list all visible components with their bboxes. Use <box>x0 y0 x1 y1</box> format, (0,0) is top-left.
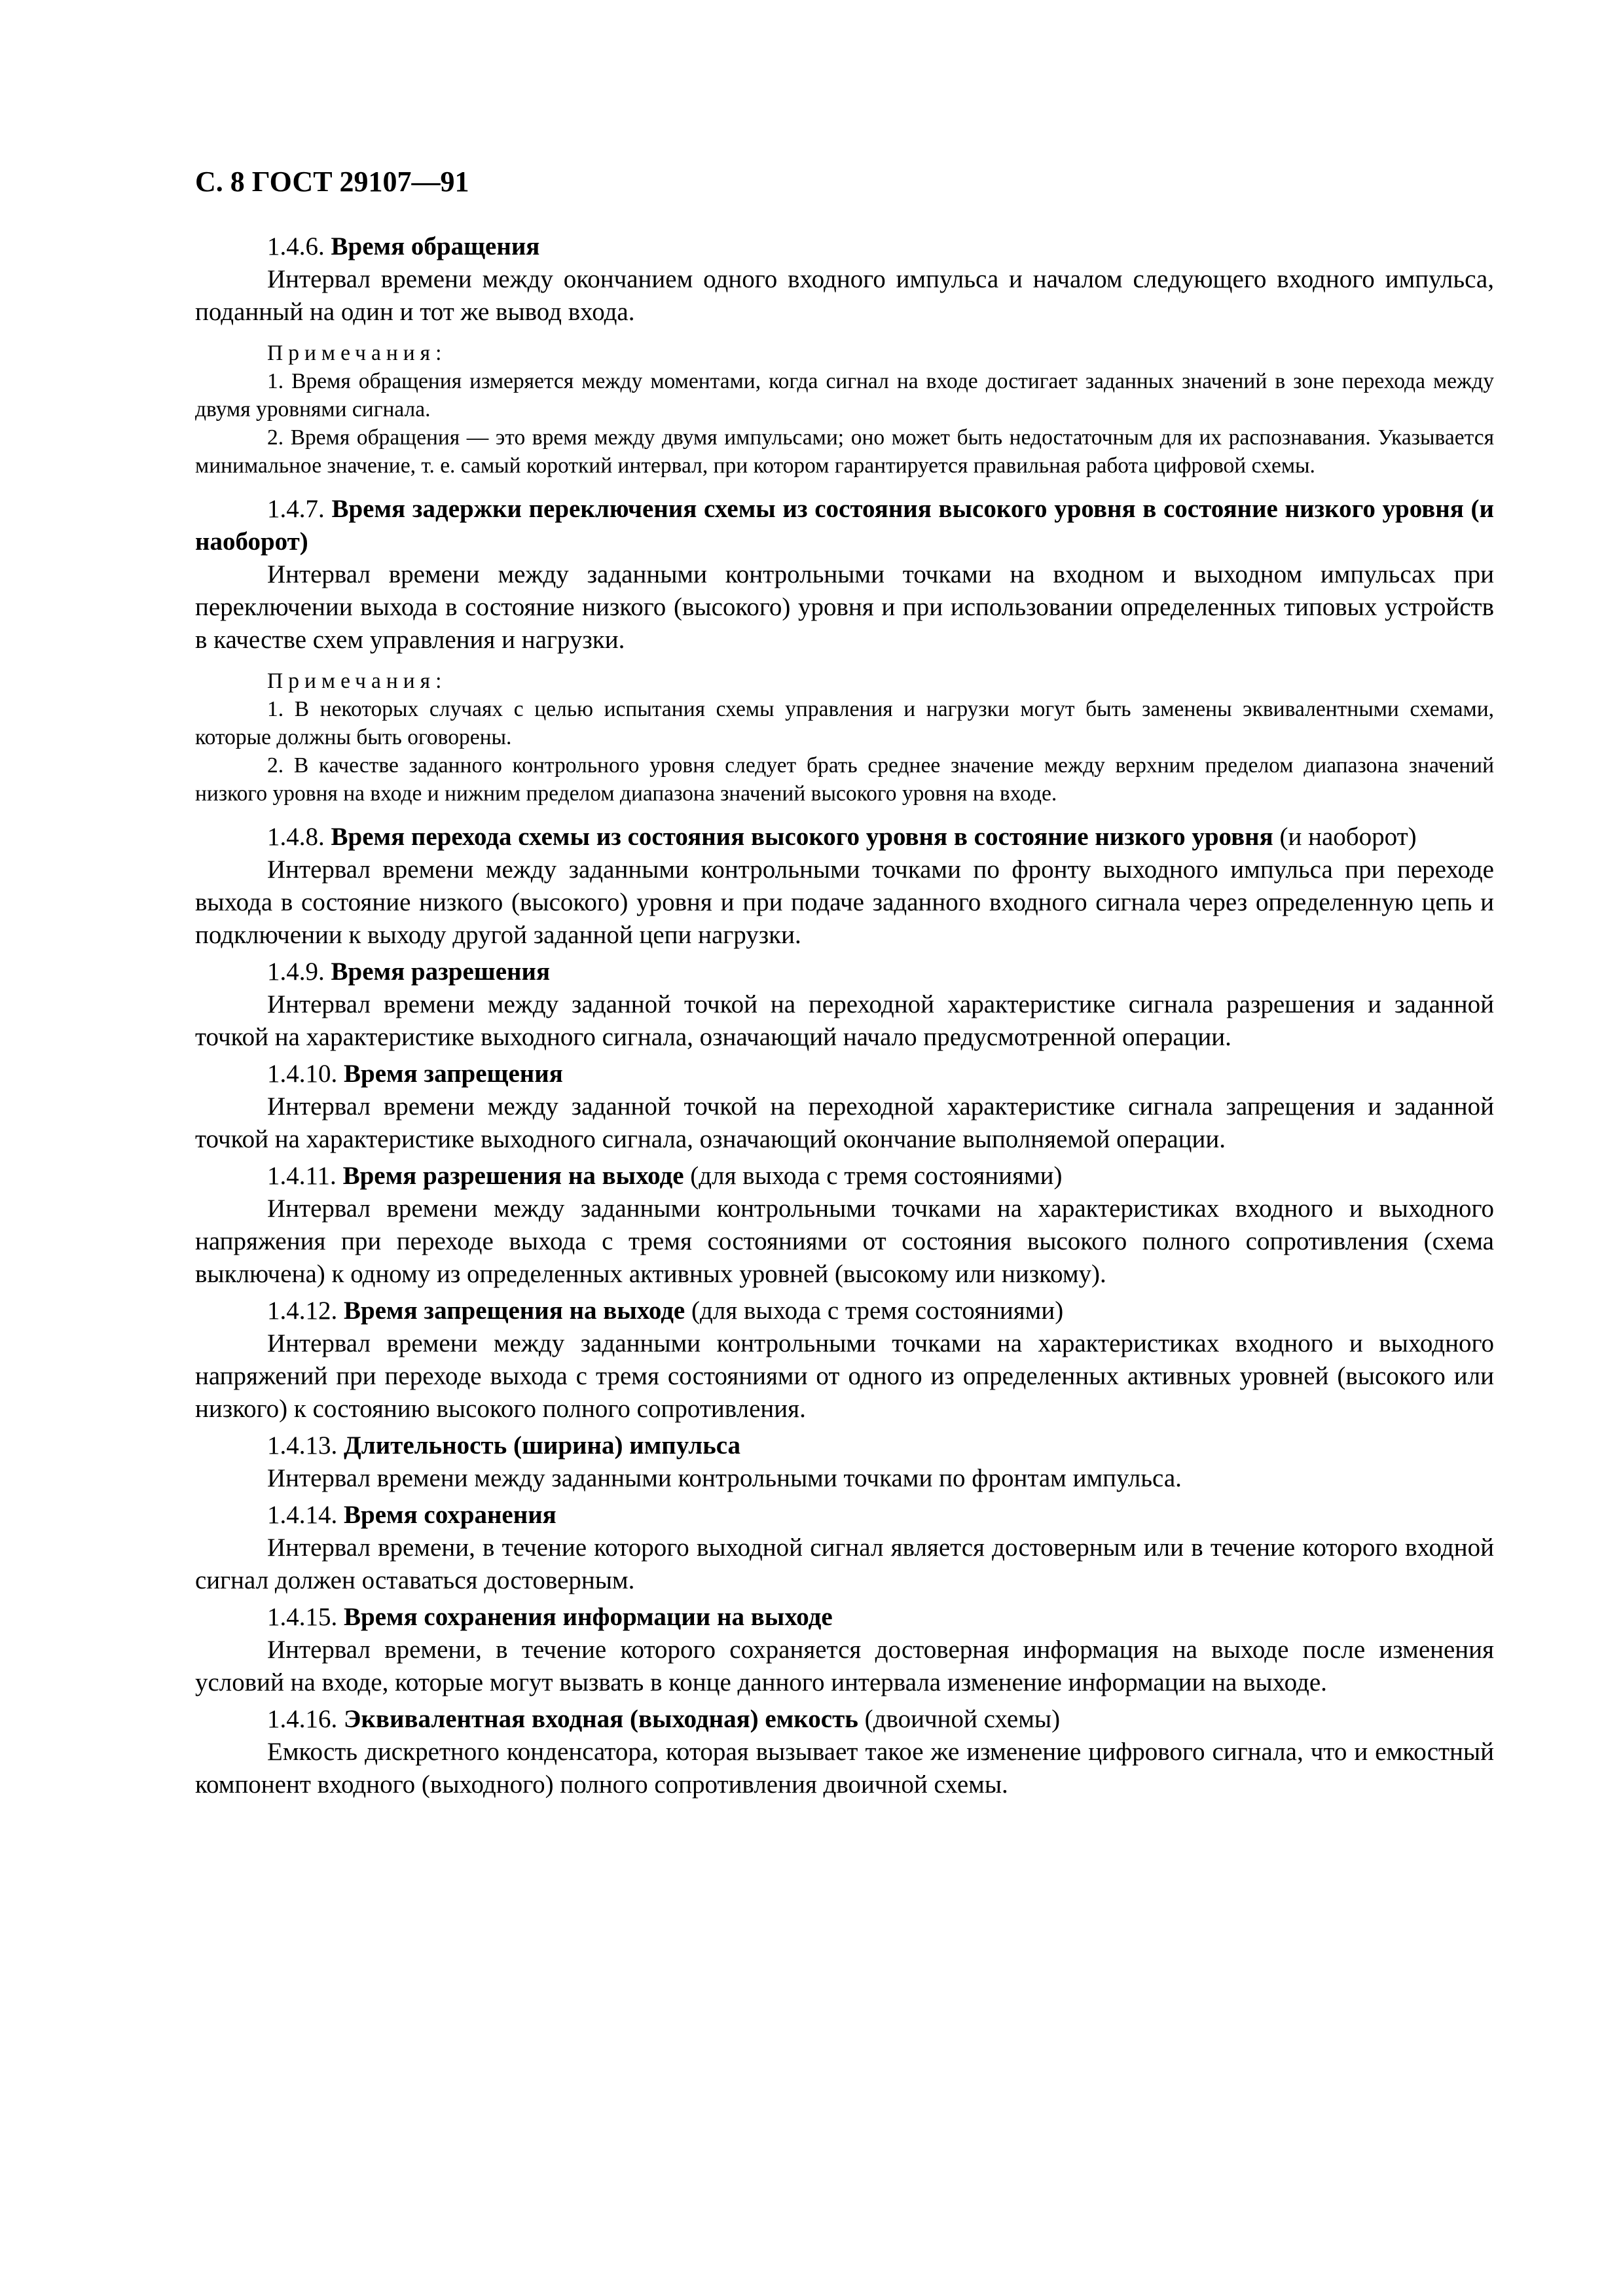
section-1-4-8 <box>195 821 1494 952</box>
note-item: 1. Время обращения измеряется между моментами, когда сигнал на входе достигает заданных значений в зоне перехода между двумя уровнями сигнала. <box>195 369 1494 422</box>
section-definition: Интервал времени между заданными контрольными точками по фронтам импульса. <box>267 1464 1182 1492</box>
section-name: Длительность (ширина) импульса <box>344 1431 741 1460</box>
section-definition: Интервал времени между заданными контрольными точками на характеристиках входного и выходного напряжений при переходе выхода с тремя состояниями от одного из определенных активных уровней (высокого или низкого) к состоянию высокого полного сопротивления. <box>195 1329 1494 1423</box>
section-1-4-11 <box>195 1160 1494 1291</box>
section-number: 1.4.15. <box>267 1603 338 1631</box>
section-title <box>195 1295 1494 1327</box>
section-number: 1.4.13. <box>267 1431 338 1460</box>
section-number: 1.4.6. <box>267 232 325 260</box>
section-name: Время сохранения информации на выходе <box>344 1603 833 1631</box>
section-qualifier: (и наоборот) <box>1273 823 1417 851</box>
section-definition: Интервал времени между заданной точкой на переходной характеристике сигнала запрещения и заданной точкой на характеристике выходного сигнала, означающий окончание выполняемой операции. <box>195 1092 1494 1153</box>
section-1-4-10 <box>195 1058 1494 1156</box>
section-number: 1.4.10. <box>267 1060 338 1088</box>
section-number: 1.4.9. <box>267 958 325 986</box>
section-title <box>195 1601 1494 1634</box>
section-qualifier: (двоичной схемы) <box>858 1705 1061 1733</box>
section-name: Время задержки переключения схемы из состояния высокого уровня в состояние низкого уровня (и наоборот) <box>195 495 1495 556</box>
section-1-4-9 <box>195 956 1494 1054</box>
section-definition: Интервал времени между заданными контрольными точками на характеристиках входного и выходного напряжения при переходе выхода с тремя состояниями от состояния высокого полного сопротивления (схема выключена) к одному из определенных активных уровней (высокому или низкому). <box>195 1194 1494 1288</box>
section-definition: Интервал времени между заданной точкой на переходной характеристике сигнала разрешения и заданной точкой на характеристике выходного сигнала, означающий начало предусмотренной операции. <box>195 990 1494 1051</box>
section-1-4-16 <box>195 1703 1494 1801</box>
section-definition: Интервал времени, в течение которого выходной сигнал является достоверным или в течение которого входной сигнал должен оставаться достоверным. <box>195 1534 1494 1594</box>
section-1-4-12 <box>195 1295 1494 1426</box>
page-header: С. 8 ГОСТ 29107—91 <box>195 166 469 198</box>
section-qualifier: (для выхода с тремя состояниями) <box>685 1297 1064 1325</box>
section-definition: Емкость дискретного конденсатора, которая вызывает такое же изменение цифрового сигнала, что и емкостный компонент входного (выходного) полного сопротивления двоичной схемы. <box>195 1738 1494 1799</box>
section-number: 1.4.14. <box>267 1501 338 1529</box>
section-1-4-13 <box>195 1429 1494 1495</box>
note-item: 2. В качестве заданного контрольного уровня следует брать среднее значение между верхним пределом диапазона значений низкого уровня на входе и нижним пределом диапазона значений высокого уровня на входе. <box>195 753 1494 806</box>
notes-block <box>195 667 1494 808</box>
section-title <box>195 1160 1494 1193</box>
section-name: Эквивалентная входная (выходная) емкость <box>344 1705 858 1733</box>
section-definition: Интервал времени между окончанием одного входного импульса и началом следующего входного импульса, поданный на один и тот же вывод входа. <box>195 265 1494 326</box>
section-title <box>195 821 1494 853</box>
section-definition: Интервал времени между заданными контрольными точками на входном и выходном импульсах при переключении выхода в состояние низкого (высокого) уровня и при использовании определенных типовых устройств в качестве схем управления и нагрузки. <box>195 560 1494 654</box>
section-title <box>195 1499 1494 1532</box>
section-name: Время запрещения <box>344 1060 563 1088</box>
note-item: 2. Время обращения — это время между двумя импульсами; оно может быть недостаточным для их распознавания. Указывается минимальное значение, т. е. самый короткий интервал, при котором гарантируется правильная работа цифровой схемы. <box>195 425 1494 478</box>
section-title <box>195 230 1494 263</box>
section-1-4-14 <box>195 1499 1494 1597</box>
section-name: Время разрешения на выходе <box>342 1162 684 1190</box>
notes-heading: Примечания: <box>267 669 447 693</box>
section-title <box>195 956 1494 988</box>
section-name: Время сохранения <box>344 1501 556 1529</box>
section-number: 1.4.11. <box>267 1162 337 1190</box>
section-title <box>195 1058 1494 1090</box>
section-definition: Интервал времени, в течение которого сохраняется достоверная информация на выходе после изменения условий на входе, которые могут вызвать в конце данного интервала изменение информации на выходе. <box>195 1636 1494 1696</box>
section-number: 1.4.7. <box>267 495 325 523</box>
notes-heading: Примечания: <box>267 341 447 365</box>
section-1-4-6 <box>195 230 1494 329</box>
document-page <box>195 164 1494 1801</box>
section-definition: Интервал времени между заданными контрольными точками по фронту выходного импульса при переходе выхода в состояние низкого (высокого) уровня и при подаче заданного входного сигнала через определенную цепь и подключении к выходу другой заданной цепи нагрузки. <box>195 855 1494 949</box>
notes-block <box>195 339 1494 480</box>
section-name: Время запрещения на выходе <box>344 1297 685 1325</box>
section-1-4-15 <box>195 1601 1494 1699</box>
section-number: 1.4.8. <box>267 823 325 851</box>
section-name: Время перехода схемы из состояния высокого уровня в состояние низкого уровня <box>331 823 1273 851</box>
section-qualifier: (для выхода с тремя состояниями) <box>684 1162 1063 1190</box>
section-title <box>195 1703 1494 1736</box>
section-1-4-7 <box>195 493 1494 656</box>
section-title <box>195 1429 1494 1462</box>
section-number: 1.4.12. <box>267 1297 338 1325</box>
section-name: Время обращения <box>331 232 540 260</box>
section-name: Время разрешения <box>331 958 551 986</box>
section-number: 1.4.16. <box>267 1705 338 1733</box>
section-title <box>195 493 1494 558</box>
note-item: 1. В некоторых случаях с целью испытания схемы управления и нагрузки могут быть заменены эквивалентными схемами, которые должны быть оговорены. <box>195 697 1494 749</box>
